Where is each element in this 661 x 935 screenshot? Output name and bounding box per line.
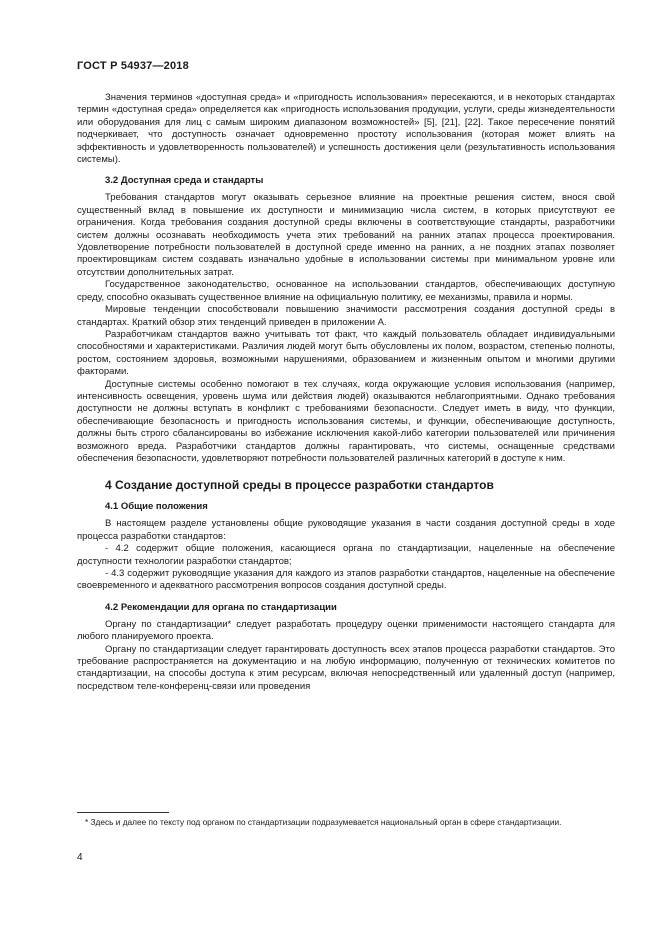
section-heading-4-2: 4.2 Рекомендации для органа по стандартизации [105,601,337,613]
main-content [77,92,615,693]
section-heading-4-1: 4.1 Общие положения [105,501,208,513]
paragraph: Значения терминов «доступная среда» и «пригодность использования» пересекаются, и в некоторых стандартах термин «доступная среда» определяется как «пригодность использования продукции, услуги, среды жизнедеятельности или оборудования для лиц с самым широким диапазоном возможностей» [5], [21], [22]. Такое пересечение понятий подчеркивает, что доступность означает одновременно простоту использования (которая может влиять на эффективность и удовлетворенность пользователей) и успешность достижения цели (результативность использования системы). [77,92,615,166]
list-item: - 4.3 содержит руководящие указания для каждого из этапов разработки стандартов, нацеленные на обеспечение своевременного и адекватного рассмотрения вопросов создания доступной среды. [77,568,615,592]
footnote: * Здесь и далее по тексту под органом по стандартизации подразумевается национальный орган в сфере стандартизации. [85,817,562,827]
section-heading-3-2: 3.2 Доступная среда и стандарты [105,175,264,187]
section-heading-4: 4 Создание доступной среды в процессе разработки стандартов [105,478,494,493]
paragraph: Органу по стандартизации* следует разработать процедуру оценки применимости настоящего стандарта для любого планируемого проекта. [77,618,615,643]
paragraph: Государственное законодательство, основанное на использовании стандартов, обеспечивающих доступную среду, способно оказывать существенное влияние на официальную политику, ее механизмы, правила и нормы. [77,279,615,303]
paragraph: Разработчикам стандартов важно учитывать тот факт, что каждый пользователь обладает индивидуальными способностями и характеристиками. Различия людей могут быть обусловлены их полом, возрастом, степенью полноты, ростом, состоянием здоровья, возможными нарушениями, образованием и жизненным опытом и многими другими факторами. [77,328,615,378]
footnote-divider [77,812,169,813]
paragraph: Требования стандартов могут оказывать серьезное влияние на проектные решения систем, внося свой существенный вклад в повышение их доступности и минимизацию числа систем, в которых присутствуют ее ограничения. Когда требования создания доступной среды включены в соответствующие стандарты, разработчики систем должны осознавать необходимость учета этих требований на ранних этапах процесса проектирования. Удовлетворение потребности пользователей в доступной среде именно на ранних, а не поздних этапах позволяет проектировщикам систем создавать изначально удобные в использовании системы при минимальном уровне или отсутствии дополнительных затрат. [77,192,615,278]
paragraph: Органу по стандартизации следует гарантировать доступность всех этапов процесса разработки стандартов. Это требование распространяется на документацию и на любую информацию, полученную от технических комитетов по стандартизации, на способы доступа к этим ресурсам, включая непосредственный или удаленный доступ (например, посредством теле-конференц-связи или проведения [77,643,615,692]
page-number: 4 [77,852,83,863]
paragraph: Доступные системы особенно помогают в тех случаях, когда окружающие условия использования (например, интенсивность освещения, уровень шума или действия людей) оказываются неблагоприятными. Однако требования доступности не должны вступать в конфликт с требованиями безопасности. Следует иметь в виду, что функции, обеспечивающие безопасность и пригодность использования системы, и функции, обеспечивающие доступность, должны быть строго сбалансированы во избежание исключения какой-либо категории пользователей или причинения возможного вреда. Разработчики стандартов должны гарантировать, что системы, оснащенные средствами обеспечения безопасности, удовлетворяют потребности пользователей различных категорий в доступе к ним. [77,378,615,464]
paragraph: Мировые тенденции способствовали повышению значимости рассмотрения создания доступной среды в стандартах. Краткий обзор этих тенденций приведен в приложении А. [77,304,615,328]
paragraph: В настоящем разделе установлены общие руководящие указания в части создания доступной среды в ходе процесса разработки стандартов: [77,518,615,542]
list-item: - 4.2 содержит общие положения, касающиеся органа по стандартизации, нацеленные на обеспечение доступности технологии разработки стандартов; [77,543,615,567]
document-header: ГОСТ Р 54937—2018 [77,60,189,72]
